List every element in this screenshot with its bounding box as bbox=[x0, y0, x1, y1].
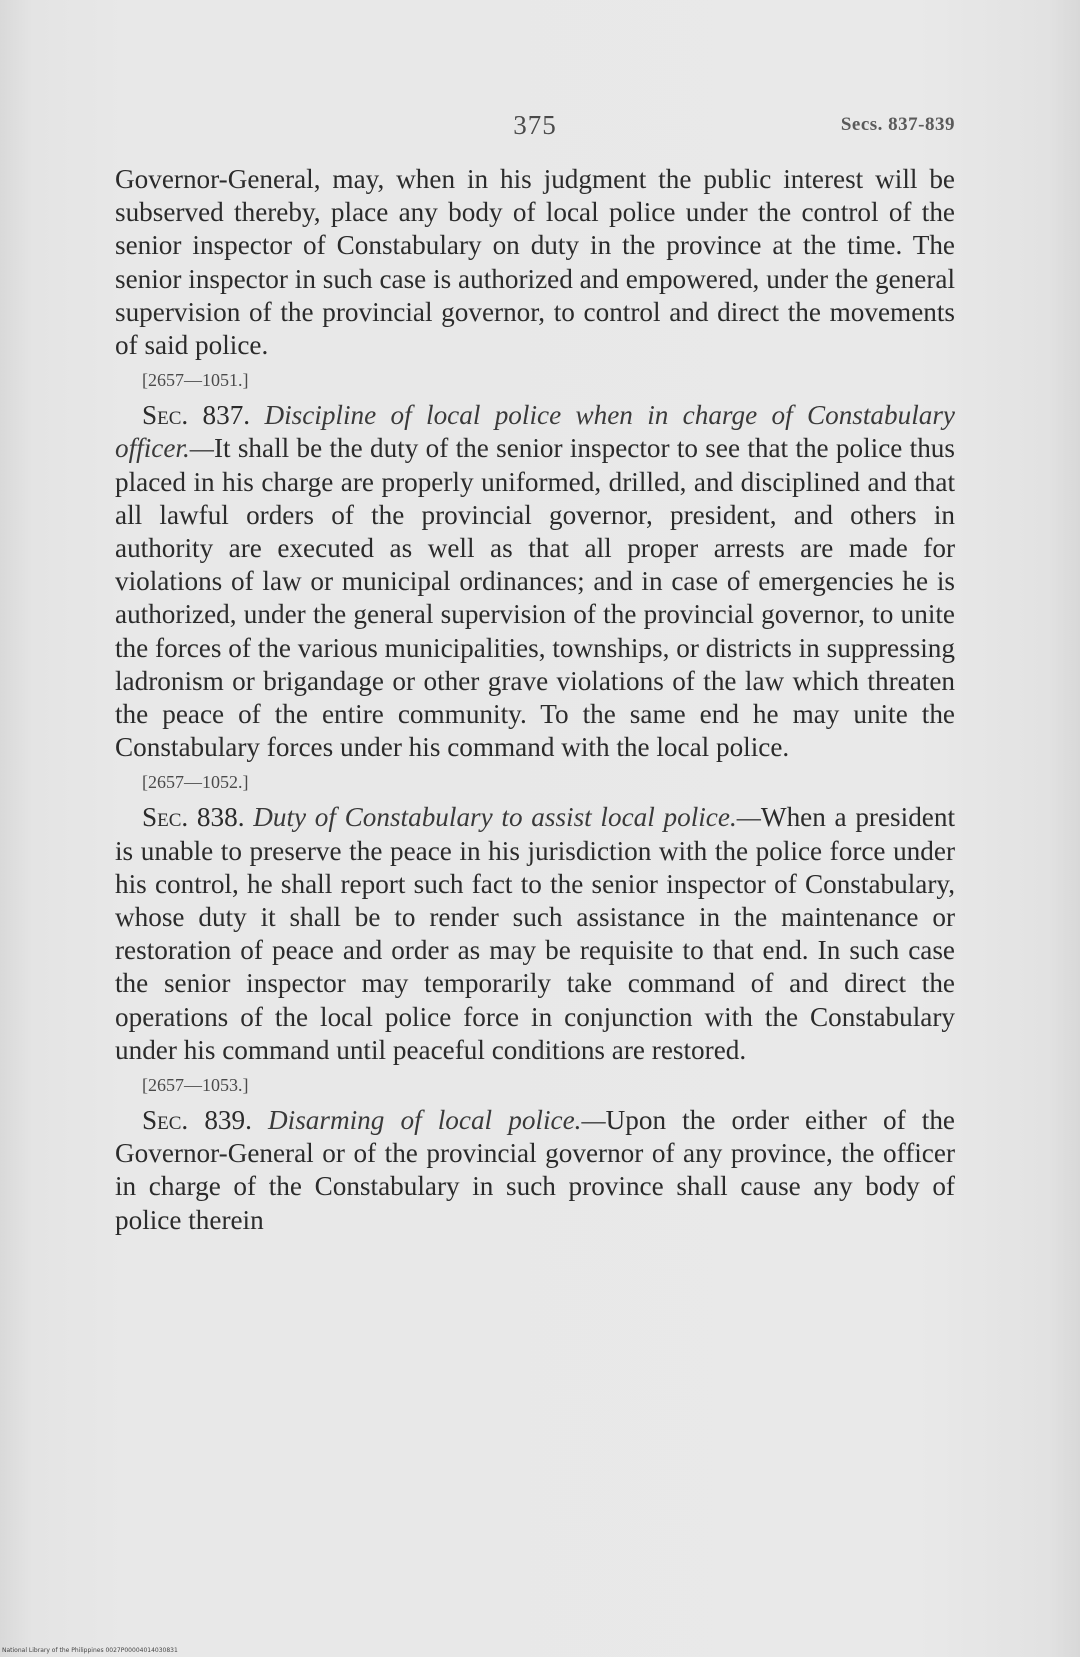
citation-837: [2657—1051.] bbox=[142, 370, 249, 391]
section-title: Disarming of local police.— bbox=[268, 1105, 606, 1136]
section-title: Duty of Constabulary to assist local police.— bbox=[253, 802, 761, 833]
section-label: Sec. 839. bbox=[142, 1105, 252, 1136]
opening-paragraph: Governor-General, may, when in his judgment the public interest will be subserved thereby, place any body of local police under the control of the senior inspector of Constabulary on duty in the province at the time. The senior inspector in such case is authorized and empowered, under the general supervision of the provincial governor, to control and direct the movements of said police. bbox=[115, 164, 955, 361]
section-title: Discipline of local police when in charge of Constabulary officer.— bbox=[115, 400, 956, 464]
section-838 bbox=[115, 801, 955, 1067]
citation-839: [2657—1053.] bbox=[142, 1075, 249, 1096]
page-number: 375 bbox=[513, 110, 557, 140]
section-text: It shall be the duty of the senior inspector to see that the police thus placed in his charge are properly uniformed, drilled, and disciplined and that all lawful orders of the provincial governor, president, and others in authority are executed as well as that all proper arrests are made for violations of law or municipal ordinances; and in case of emergencies he is authorized, under the general supervision of the provincial governor, to unite the forces of the various municipalities, townships, or districts in suppressing ladronism or brigandage or other grave violations of the law which threaten the peace of the entire community. To the same end he may unite the Constabulary forces under his command with the local police. bbox=[115, 433, 955, 763]
running-head: Secs. 837-839 bbox=[840, 114, 955, 135]
page-header bbox=[115, 110, 955, 150]
section-839 bbox=[115, 1104, 955, 1237]
body-text bbox=[115, 163, 955, 1237]
section-837 bbox=[115, 399, 955, 764]
section-text: When a president is unable to preserve the peace in his jurisdiction with the police force under his control, he shall report such fact to the senior inspector of Constabulary, whose duty it shall be to render such assistance in the maintenance or restoration of peace and order as may be requisite to that end. In such case the senior inspector may temporarily take command of and direct the operations of the local police force in conjunction with the Constabulary under his command until peaceful conditions are restored. bbox=[115, 802, 955, 1065]
section-label: Sec. 837. bbox=[142, 400, 251, 431]
section-label: Sec. 838. bbox=[142, 802, 245, 833]
citation-838: [2657—1052.] bbox=[142, 772, 249, 793]
source-footer: National Library of the Philippines 0027P00004014030831 bbox=[2, 1647, 178, 1654]
section-text: Upon the order either of the Governor-General or of the provincial governor of any province, the officer in charge of the Constabulary in such province shall cause any body of police therein bbox=[115, 1105, 955, 1235]
